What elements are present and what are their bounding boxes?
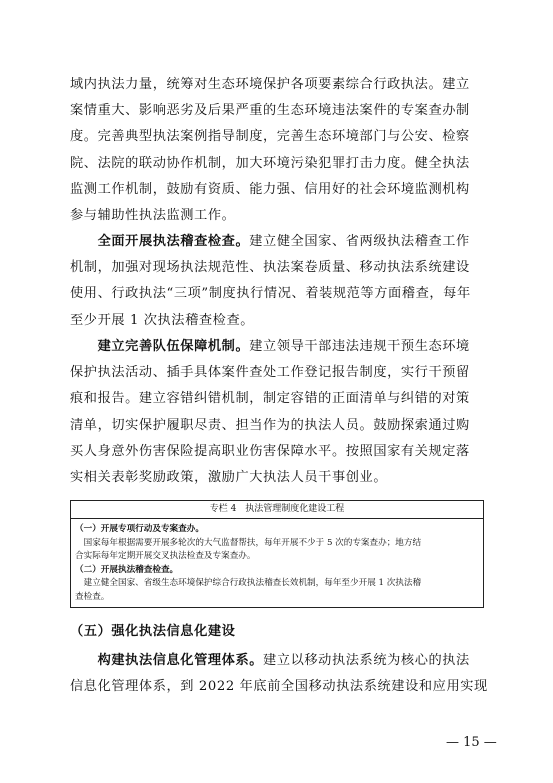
paragraph-3: [70, 334, 470, 491]
text-line: 监测工作机制，鼓励有资质、能力强、信用好的社会环境监测机构: [70, 181, 470, 197]
box-text-line: 合实际每年定期开展交叉执法检查及专案查办。: [75, 551, 256, 561]
text-line: 痕和报告。建立容错纠错机制，制定容错的正面清单与纠错的对策: [70, 391, 470, 407]
text-line: 使用、行政执法“三项”制度执行情况、着装规范等方面稽查，每年: [70, 286, 471, 302]
text-line: 买人身意外伤害保险提高职业伤害保障水平。按照国家有关规定落: [70, 443, 470, 459]
column-box: [70, 500, 484, 608]
text-line: 机制，加强对现场执法规范性、执法案卷质量、移动执法系统建设: [70, 260, 470, 276]
paragraph-4: [70, 648, 488, 700]
section-heading: [70, 619, 235, 645]
text-line: 院、法院的联动协作机制，加大环境污染犯罪打击力度。健全执法: [70, 155, 470, 171]
paragraph-2: [70, 229, 471, 334]
box-text-line: 建立健全国家、省级生态环境保护综合行政执法稽查长效机制，每年至少开展 1 次执法稽: [75, 578, 422, 588]
paragraph-heading: 构建执法信息化管理体系。: [97, 653, 264, 668]
box-body: [71, 519, 483, 607]
text-line: 信息化管理体系，到 2022 年底前全国移动执法系统建设和应用实现: [70, 679, 488, 695]
text-line: 实相关表彰奖励政策，激励广大执法人员干事创业。: [70, 470, 388, 486]
text-line: 域内执法力量，统筹对生态环境保护各项要素综合行政执法。建立: [70, 77, 470, 92]
paragraph-heading: 全面开展执法稽查检查。: [97, 234, 250, 249]
text-line: 建立以移动执法系统为核心的执法: [263, 653, 470, 668]
text-line: 建立健全国家、省两级执法稽查工作: [249, 234, 470, 249]
text-line: 至少开展 1 次执法稽查检查。: [70, 312, 255, 328]
page-number: — 15 —: [446, 735, 497, 750]
section-title: （五）强化执法信息化建设: [70, 624, 236, 639]
box-item-heading: （一）开展专项行动及专案查办。: [75, 524, 204, 534]
box-item-heading: （二）开展执法稽查检查。: [75, 564, 179, 575]
text-line: 保护执法活动、插手具体案件查处工作登记报告制度，实行干预留: [70, 365, 470, 381]
text-line: 建立领导干部违法违规干预生态环境: [249, 339, 470, 354]
box-text-line: 国家每年根据需要开展多轮次的大气监督帮扶，每年开展不少于 5 次的专案查办；地方结: [75, 537, 422, 548]
text-line: 案情重大、影响恶劣及后果严重的生态环境违法案件的专案查办制: [70, 103, 470, 119]
text-line: 度。完善典型执法案例指导制度，完善生态环境部门与公安、检察: [70, 129, 470, 145]
text-line: 参与辅助性执法监测工作。: [70, 208, 236, 224]
paragraph-1: [70, 72, 470, 229]
text-line: 清单，切实保护履职尽责、担当作为的执法人员。鼓励探索通过购: [70, 417, 470, 433]
box-title: 专栏 4 执法管理制度化建设工程: [71, 501, 483, 519]
paragraph-heading: 建立完善队伍保障机制。: [97, 339, 250, 354]
box-text-line: 查检查。: [75, 591, 110, 602]
